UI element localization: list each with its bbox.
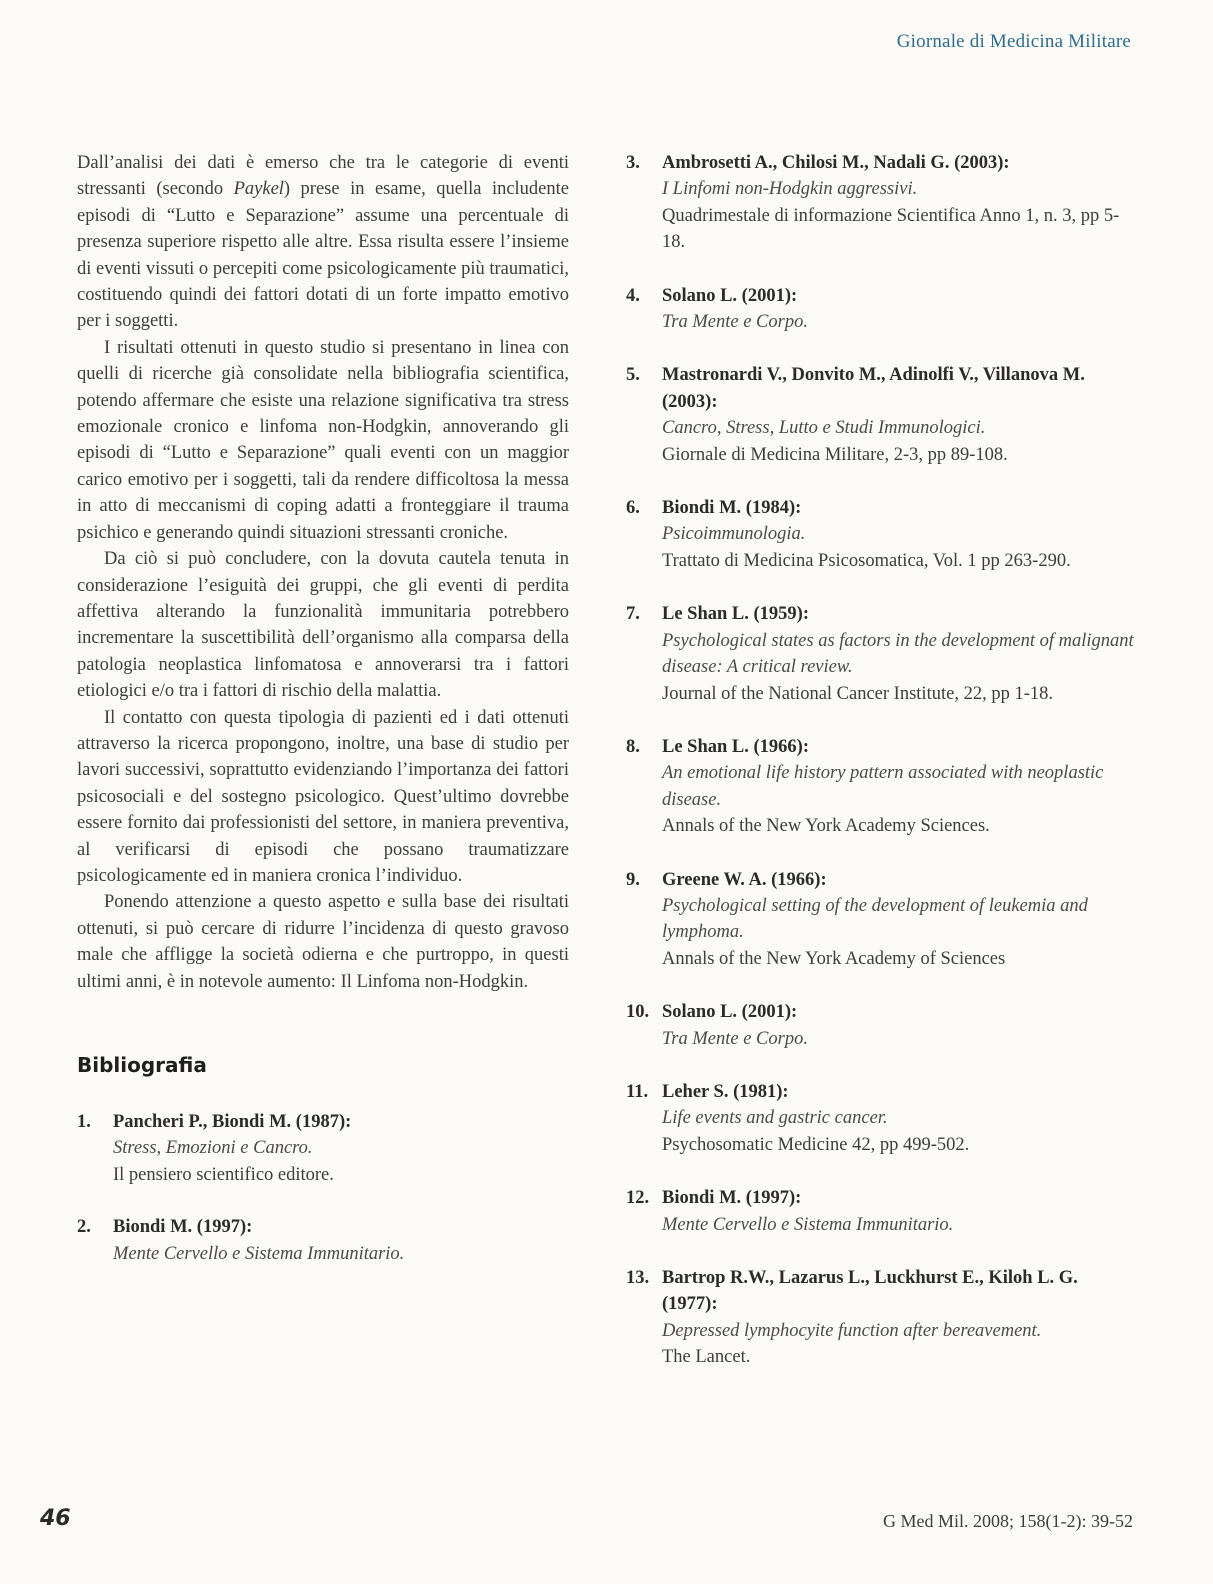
reference-title: Stress, Emozioni e Cancro. [113,1138,313,1159]
reference-number: 2. [77,1217,91,1238]
reference-authors: Ambrosetti A., Chilosi M., Nadali G. (2003): [662,153,1010,173]
reference-title: Depressed lymphocyite function after bereavement. [662,1320,1042,1341]
body-paragraph-2: I risultati ottenuti in questo studio si presentano in linea con quelli di ricerche già consolidate nella bibliografia scientifica, potendo affermare che esiste una relazione significativa tra stress emozionale cronico e linfoma non-Hodgkin, annoverando gli episodi di “Lutto e Separazione” quali eventi con un maggior carico emotivo per i soggetti, tali da rendere difficoltosa la messa in atto di meccanismi di coping adatti a fronteggiare il trauma psichico e generando quindi situazioni stressanti croniche. [77,337,569,543]
body-paragraph-1: Dall’analisi dei dati è emerso che tra le categorie di eventi stressanti (secondo Paykel) prese in esame, quella includente episodi di “Lutto e Separazione” assume una percentuale di presenza superiore rispetto alle altre. Essa risulta essere l’insieme di eventi vissuti o percepiti come psicologicamente più traumatici, costituendo quindi dei fattori dotati di un forte impatto emotivo per i soggetti. [77,153,569,332]
reference-item [626,362,1136,468]
reference-title: Cancro, Stress, Lutto e Studi Immunologici. [662,418,986,439]
reference-source: Quadrimestale di informazione Scientifica Anno 1, n. 3, pp 5-18. [662,205,1120,253]
reference-title: Psychological states as factors in the development of malignant disease: A critical review. [662,630,1134,678]
reference-authors: Le Shan L. (1959): [662,604,809,625]
reference-source: Annals of the New York Academy Sciences. [662,816,990,837]
reference-title: Psicoimmunologia. [662,524,806,545]
reference-title: Life events and gastric cancer. [662,1108,888,1129]
reference-authors: Greene W. A. (1966): [662,869,827,890]
reference-item [626,601,1136,707]
reference-number: 9. [626,869,640,890]
reference-authors: Bartrop R.W., Lazarus L., Luckhurst E., Kiloh L. G. (1977): [662,1268,1078,1315]
reference-title: Psychological setting of the development of leukemia and lymphoma. [662,895,1088,943]
reference-number: 4. [626,285,640,306]
reference-authors: Biondi M. (1997): [662,1188,802,1209]
reference-authors: Leher S. (1981): [662,1081,789,1102]
reference-item [626,1185,1136,1238]
reference-item [626,734,1136,840]
reference-source: Journal of the National Cancer Institute, 22, pp 1-18. [662,683,1053,704]
reference-authors: Biondi M. (1997): [113,1217,253,1238]
reference-item [626,1079,1136,1158]
reference-authors: Pancheri P., Biondi M. (1987): [113,1112,352,1132]
page-number: 46 [40,1506,71,1531]
reference-item [77,1214,569,1267]
reference-title: Tra Mente e Corpo. [662,312,808,333]
journal-title: Giornale di Medicina Militare [896,31,1131,52]
reference-authors: Le Shan L. (1966): [662,736,809,757]
reference-source: The Lancet. [662,1347,751,1368]
reference-item [626,999,1136,1052]
reference-number: 13. [626,1268,650,1288]
reference-number: 12. [626,1188,650,1209]
reference-source: Giornale di Medicina Militare, 2-3, pp 89-108. [662,444,1008,465]
reference-number: 5. [626,365,640,386]
reference-authors: Solano L. (2001): [662,285,798,306]
body-paragraph-5: Ponendo attenzione a questo aspetto e sulla base dei risultati ottenuti, si può cercare di ridurre l’incidenza di questo gravoso male che affligge la società odierna e che purtroppo, in questi ultimi anni, è in notevole aumento: Il Linfoma non-Hodgkin. [77,892,569,992]
reference-source: Trattato di Medicina Psicosomatica, Vol. 1 pp 263-290. [662,550,1071,571]
reference-item [626,283,1136,336]
reference-number: 3. [626,153,640,173]
body-paragraph-4: Il contatto con questa tipologia di pazienti ed i dati ottenuti attraverso la ricerca propongono, inoltre, una base di studio per lavori successivi, soprattutto evidenziando l’importanza dei fattori psicosociali e del sostegno psicologico. Quest’ultimo dovrebbe essere fornito dai professionisti del settore, in maniera preventiva, al verificarsi di episodi che possano traumatizzare psicologicamente ed in maniera cronica l’individuo. [77,707,569,886]
reference-title: Mente Cervello e Sistema Immunitario. [113,1243,405,1264]
reference-authors: Biondi M. (1984): [662,498,802,519]
reference-title: An emotional life history pattern associated with neoplastic disease. [662,763,1104,810]
reference-number: 10. [626,1002,650,1023]
reference-item [626,150,1136,256]
reference-authors: Mastronardi V., Donvito M., Adinolfi V., Villanova M. (2003): [662,365,1085,412]
bibliography-heading: Bibliografia [77,1053,207,1077]
reference-item [626,495,1136,574]
reference-title: I Linfomi non-Hodgkin aggressivi. [662,179,918,200]
body-paragraph-3: Da ciò si può concludere, con la dovuta cautela tenuta in considerazione l’esiguità dei gruppi, che gli eventi di perdita affettiva alterando la funzionalità immunitaria potrebbero incrementare la suscettibilità dell’organismo alla comparsa della patologia neoplastica linfomatosa e annoverarsi tra i fattori etiologici e/o tra i fattori di rischio della malattia. [77,549,569,702]
right-column [626,150,1136,1398]
reference-source: Annals of the New York Academy of Sciences [662,948,1006,969]
reference-number: 7. [626,604,640,625]
reference-authors: Solano L. (2001): [662,1002,798,1023]
reference-item [626,1265,1136,1371]
reference-title: Mente Cervello e Sistema Immunitario. [662,1214,954,1235]
reference-source: Psychosomatic Medicine 42, pp 499-502. [662,1134,970,1155]
reference-number: 6. [626,498,640,519]
reference-source: Il pensiero scientifico editore. [113,1164,334,1185]
reference-number: 8. [626,736,640,757]
reference-number: 11. [626,1081,649,1102]
reference-item [626,867,1136,973]
reference-item [77,1109,569,1188]
citation-footer: G Med Mil. 2008; 158(1-2): 39-52 [883,1511,1133,1531]
reference-title: Tra Mente e Corpo. [662,1028,808,1049]
left-column [77,150,569,1293]
reference-number: 1. [77,1112,91,1132]
